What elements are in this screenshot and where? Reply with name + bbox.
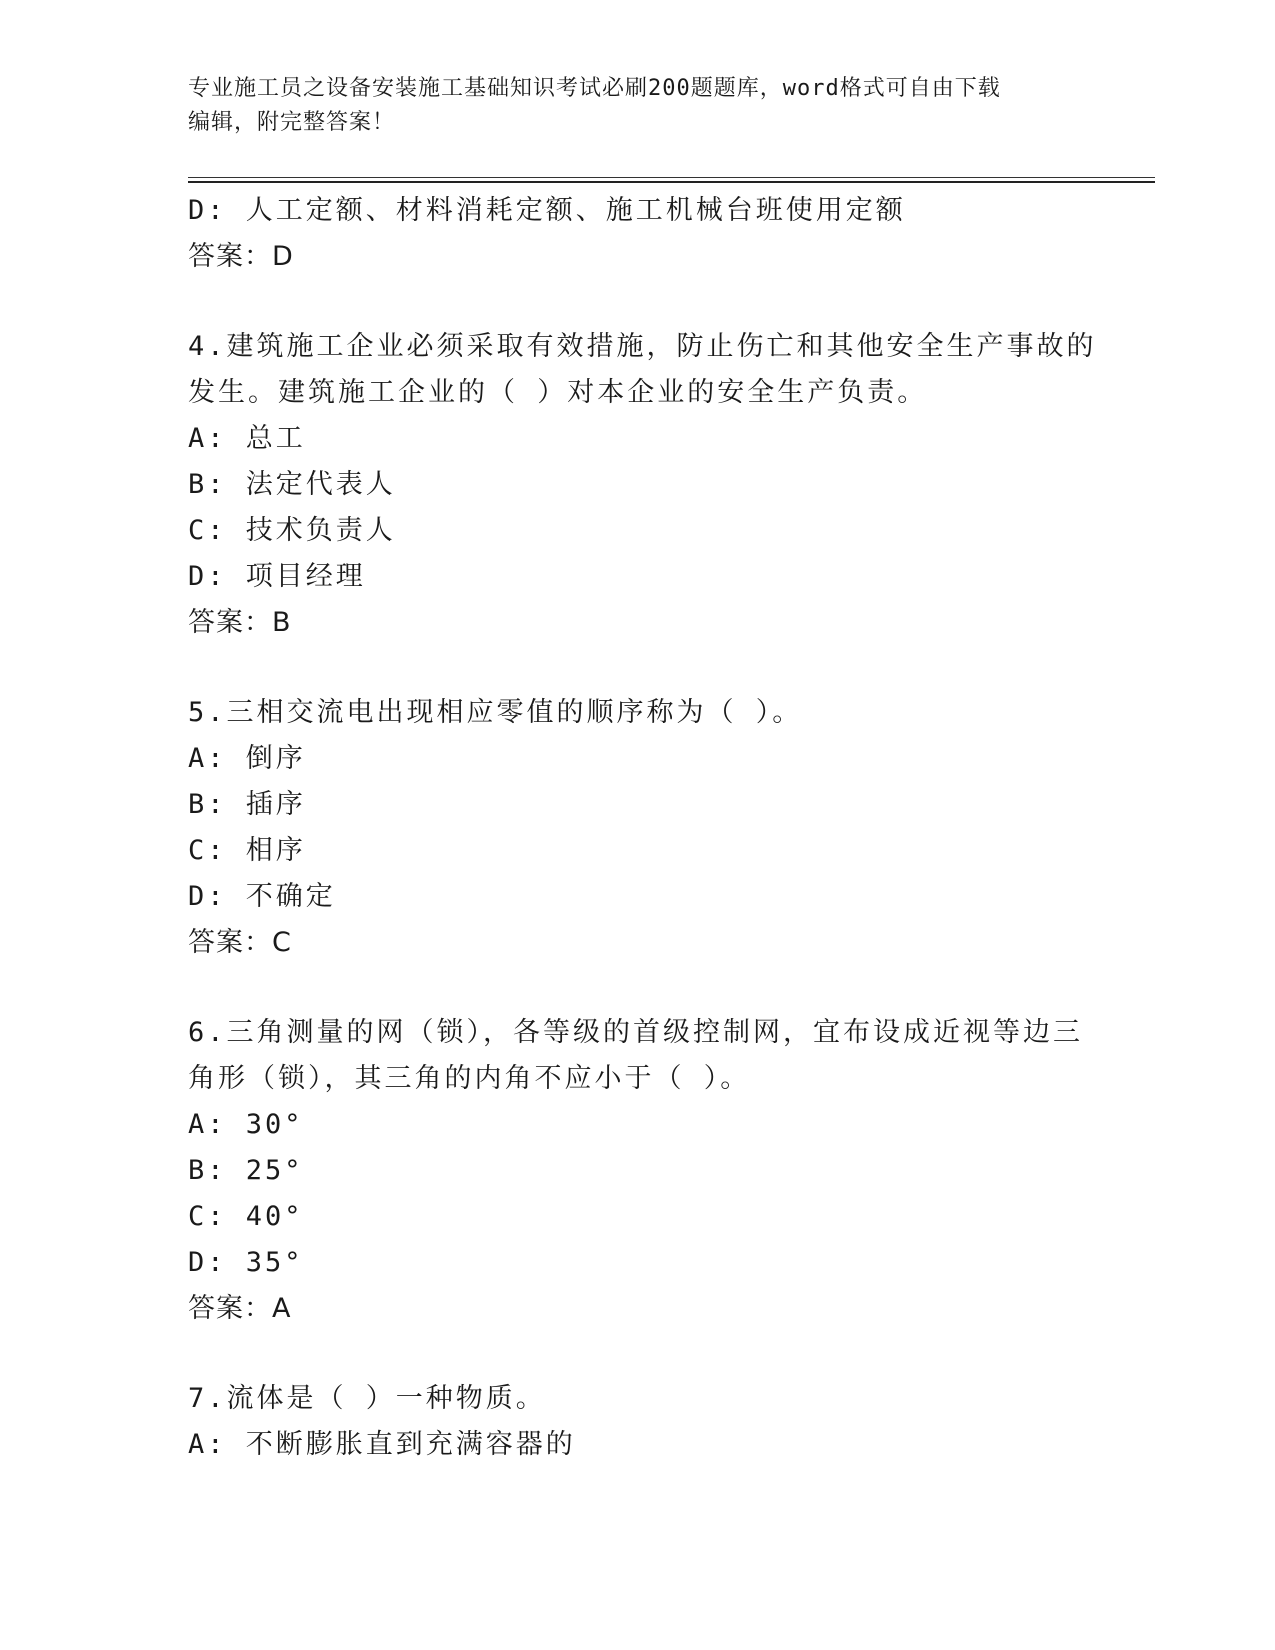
question-stem-line1: 5.三相交流电出现相应零值的顺序称为（ ）。 (188, 697, 803, 728)
answer-line: 答案：B (188, 607, 292, 638)
option-a: A: 30° (188, 1109, 304, 1140)
answer-line: 答案：D (188, 241, 294, 272)
question-stem-line1: 6.三角测量的网（锁），各等级的首级控制网，宜布设成近视等边三 (188, 1017, 1084, 1048)
option-b: B: 25° (188, 1155, 304, 1186)
option-d: D: 不确定 (188, 881, 336, 912)
question-stem-line1: 7.流体是（ ）一种物质。 (188, 1383, 546, 1414)
question-block-5 (188, 690, 1088, 966)
option-b: B: 插序 (188, 789, 306, 820)
option-a: A: 总工 (188, 423, 306, 454)
option-b: B: 法定代表人 (188, 469, 396, 500)
question-block-6 (188, 1010, 1088, 1332)
option-d: D: 35° (188, 1247, 304, 1278)
header-title-line2: 编辑，附完整答案！ (188, 110, 396, 135)
question-stem-line2: 发生。建筑施工企业的（ ）对本企业的安全生产负责。 (188, 377, 928, 408)
question-block-4 (188, 324, 1097, 646)
answer-line: 答案：C (188, 927, 292, 958)
header-divider-thin (188, 177, 1155, 178)
question-block-7 (188, 1376, 1088, 1468)
question-block-3-tail (188, 188, 1088, 280)
document-header (188, 72, 1088, 140)
option-c: C: 相序 (188, 835, 306, 866)
option-a: A: 不断膨胀直到充满容器的 (188, 1429, 576, 1460)
option-c: C: 技术负责人 (188, 515, 396, 546)
question-list (188, 188, 1097, 1468)
option-d: D: 项目经理 (188, 561, 366, 592)
header-divider-thick (188, 181, 1155, 183)
option-a: A: 倒序 (188, 743, 306, 774)
answer-line: 答案：A (188, 1293, 292, 1324)
option-c: C: 40° (188, 1201, 304, 1232)
option-d: D: 人工定额、材料消耗定额、施工机械台班使用定额 (188, 195, 906, 226)
question-stem-line1: 4.建筑施工企业必须采取有效措施，防止伤亡和其他安全生产事故的 (188, 331, 1097, 362)
question-stem-line2: 角形（锁），其三角的内角不应小于（ ）。 (188, 1063, 751, 1094)
header-title-line1: 专业施工员之设备安装施工基础知识考试必刷200题题库，word格式可自由下载 (188, 76, 1001, 101)
